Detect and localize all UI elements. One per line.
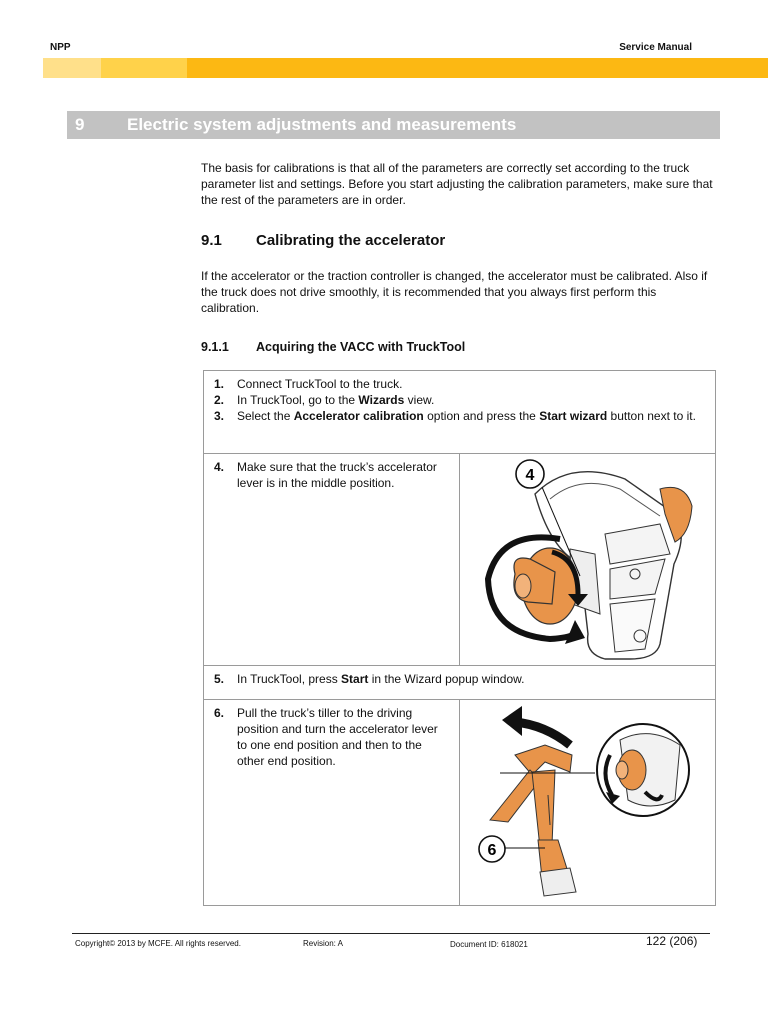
steps-cell: [204, 700, 460, 905]
steps-row-6: [204, 700, 715, 905]
footer-revision: Revision: A: [303, 939, 344, 948]
steps-cell: [204, 666, 715, 699]
steps-cell: [204, 371, 715, 453]
chapter-title: Electric system adjustments and measurements: [127, 115, 517, 134]
step-keyword: Wizards: [358, 393, 405, 407]
band-segment-dark: [187, 58, 768, 78]
step-3: [214, 408, 705, 424]
header-color-band: [43, 58, 768, 78]
step-text-part: In TruckTool, press: [237, 672, 342, 686]
subsection-title: Acquiring the VACC with TruckTool: [256, 340, 466, 354]
footer-page-number: 122 (206): [646, 934, 698, 948]
footer-document-id: Document ID: 618021: [450, 940, 528, 949]
section-paragraph: If the accelerator or the traction controller is changed, the accelerator must be calibrated. Also if the truck does not drive smoothly, it is recommended that you always first perform this calibration.: [201, 269, 708, 315]
step-text: [237, 392, 434, 408]
step-number: 5.: [214, 672, 225, 686]
step-text: [237, 671, 524, 687]
steps-table: [203, 370, 716, 906]
header-right: Service Manual: [619, 42, 692, 53]
step-text: [237, 408, 696, 424]
step-number: 3.: [214, 409, 225, 423]
band-segment-medium: [101, 58, 187, 78]
section-title: Calibrating the accelerator: [256, 232, 446, 249]
callout-6-label: 6: [487, 842, 497, 859]
footer-divider: [72, 933, 710, 934]
tiller-driving-illustration: [460, 700, 715, 904]
step-number: 1.: [214, 377, 225, 391]
steps-row-1-3: [204, 371, 715, 454]
step-text-part: in the Wizard popup window.: [368, 672, 525, 686]
step-text: Connect TruckTool to the truck.: [237, 377, 403, 391]
subsection-heading: [201, 340, 465, 354]
step-text-part: Select the: [237, 409, 294, 423]
step-number: 4.: [214, 460, 225, 474]
accelerator-middle-illustration: [460, 454, 715, 664]
step-1: [214, 376, 705, 392]
steps-row-4: [204, 454, 715, 666]
subsection-number: 9.1.1: [201, 340, 229, 354]
step-text: Make sure that the truck’s accelerator lever is in the middle position.: [237, 460, 437, 490]
step-number: 6.: [214, 706, 225, 720]
step-keyword: Accelerator calibration: [293, 409, 424, 423]
step-6: [214, 705, 449, 769]
callout-4-label: 4: [525, 467, 535, 484]
intro-paragraph: The basis for calibrations is that all of the parameters are correctly set according to the truck parameter list and settings. Before you start adjusting the calibration parameters, make sure that the rest of the parameters are in order.: [201, 161, 713, 207]
step-text-part: In TruckTool, go to the: [237, 393, 359, 407]
band-segment-light: [43, 58, 101, 78]
step-keyword: Start: [341, 672, 369, 686]
step-keyword: Start wizard: [539, 409, 608, 423]
steps-cell: [204, 454, 460, 665]
section-number: 9.1: [201, 232, 222, 249]
step-4: [214, 459, 449, 491]
step-number: 2.: [214, 393, 225, 407]
step-text-part: option and press the: [423, 409, 540, 423]
step-5: [214, 671, 705, 687]
chapter-number: 9: [75, 115, 85, 134]
section-heading: [201, 232, 445, 249]
steps-row-5: [204, 666, 715, 700]
footer-copyright: Copyright© 2013 by MCFE. All rights reserved.: [75, 939, 241, 948]
step-2: [214, 392, 705, 408]
header-left: NPP: [50, 42, 71, 53]
step-4-illustration-cell: [460, 454, 715, 665]
step-text-part: button next to it.: [607, 409, 696, 423]
step-text: Pull the truck’s tiller to the driving position and turn the accelerator lever to one end position and then to the other end position.: [237, 706, 438, 768]
chapter-heading: [67, 111, 720, 139]
step-text-part: view.: [404, 393, 435, 407]
step-6-illustration-cell: [460, 700, 715, 905]
